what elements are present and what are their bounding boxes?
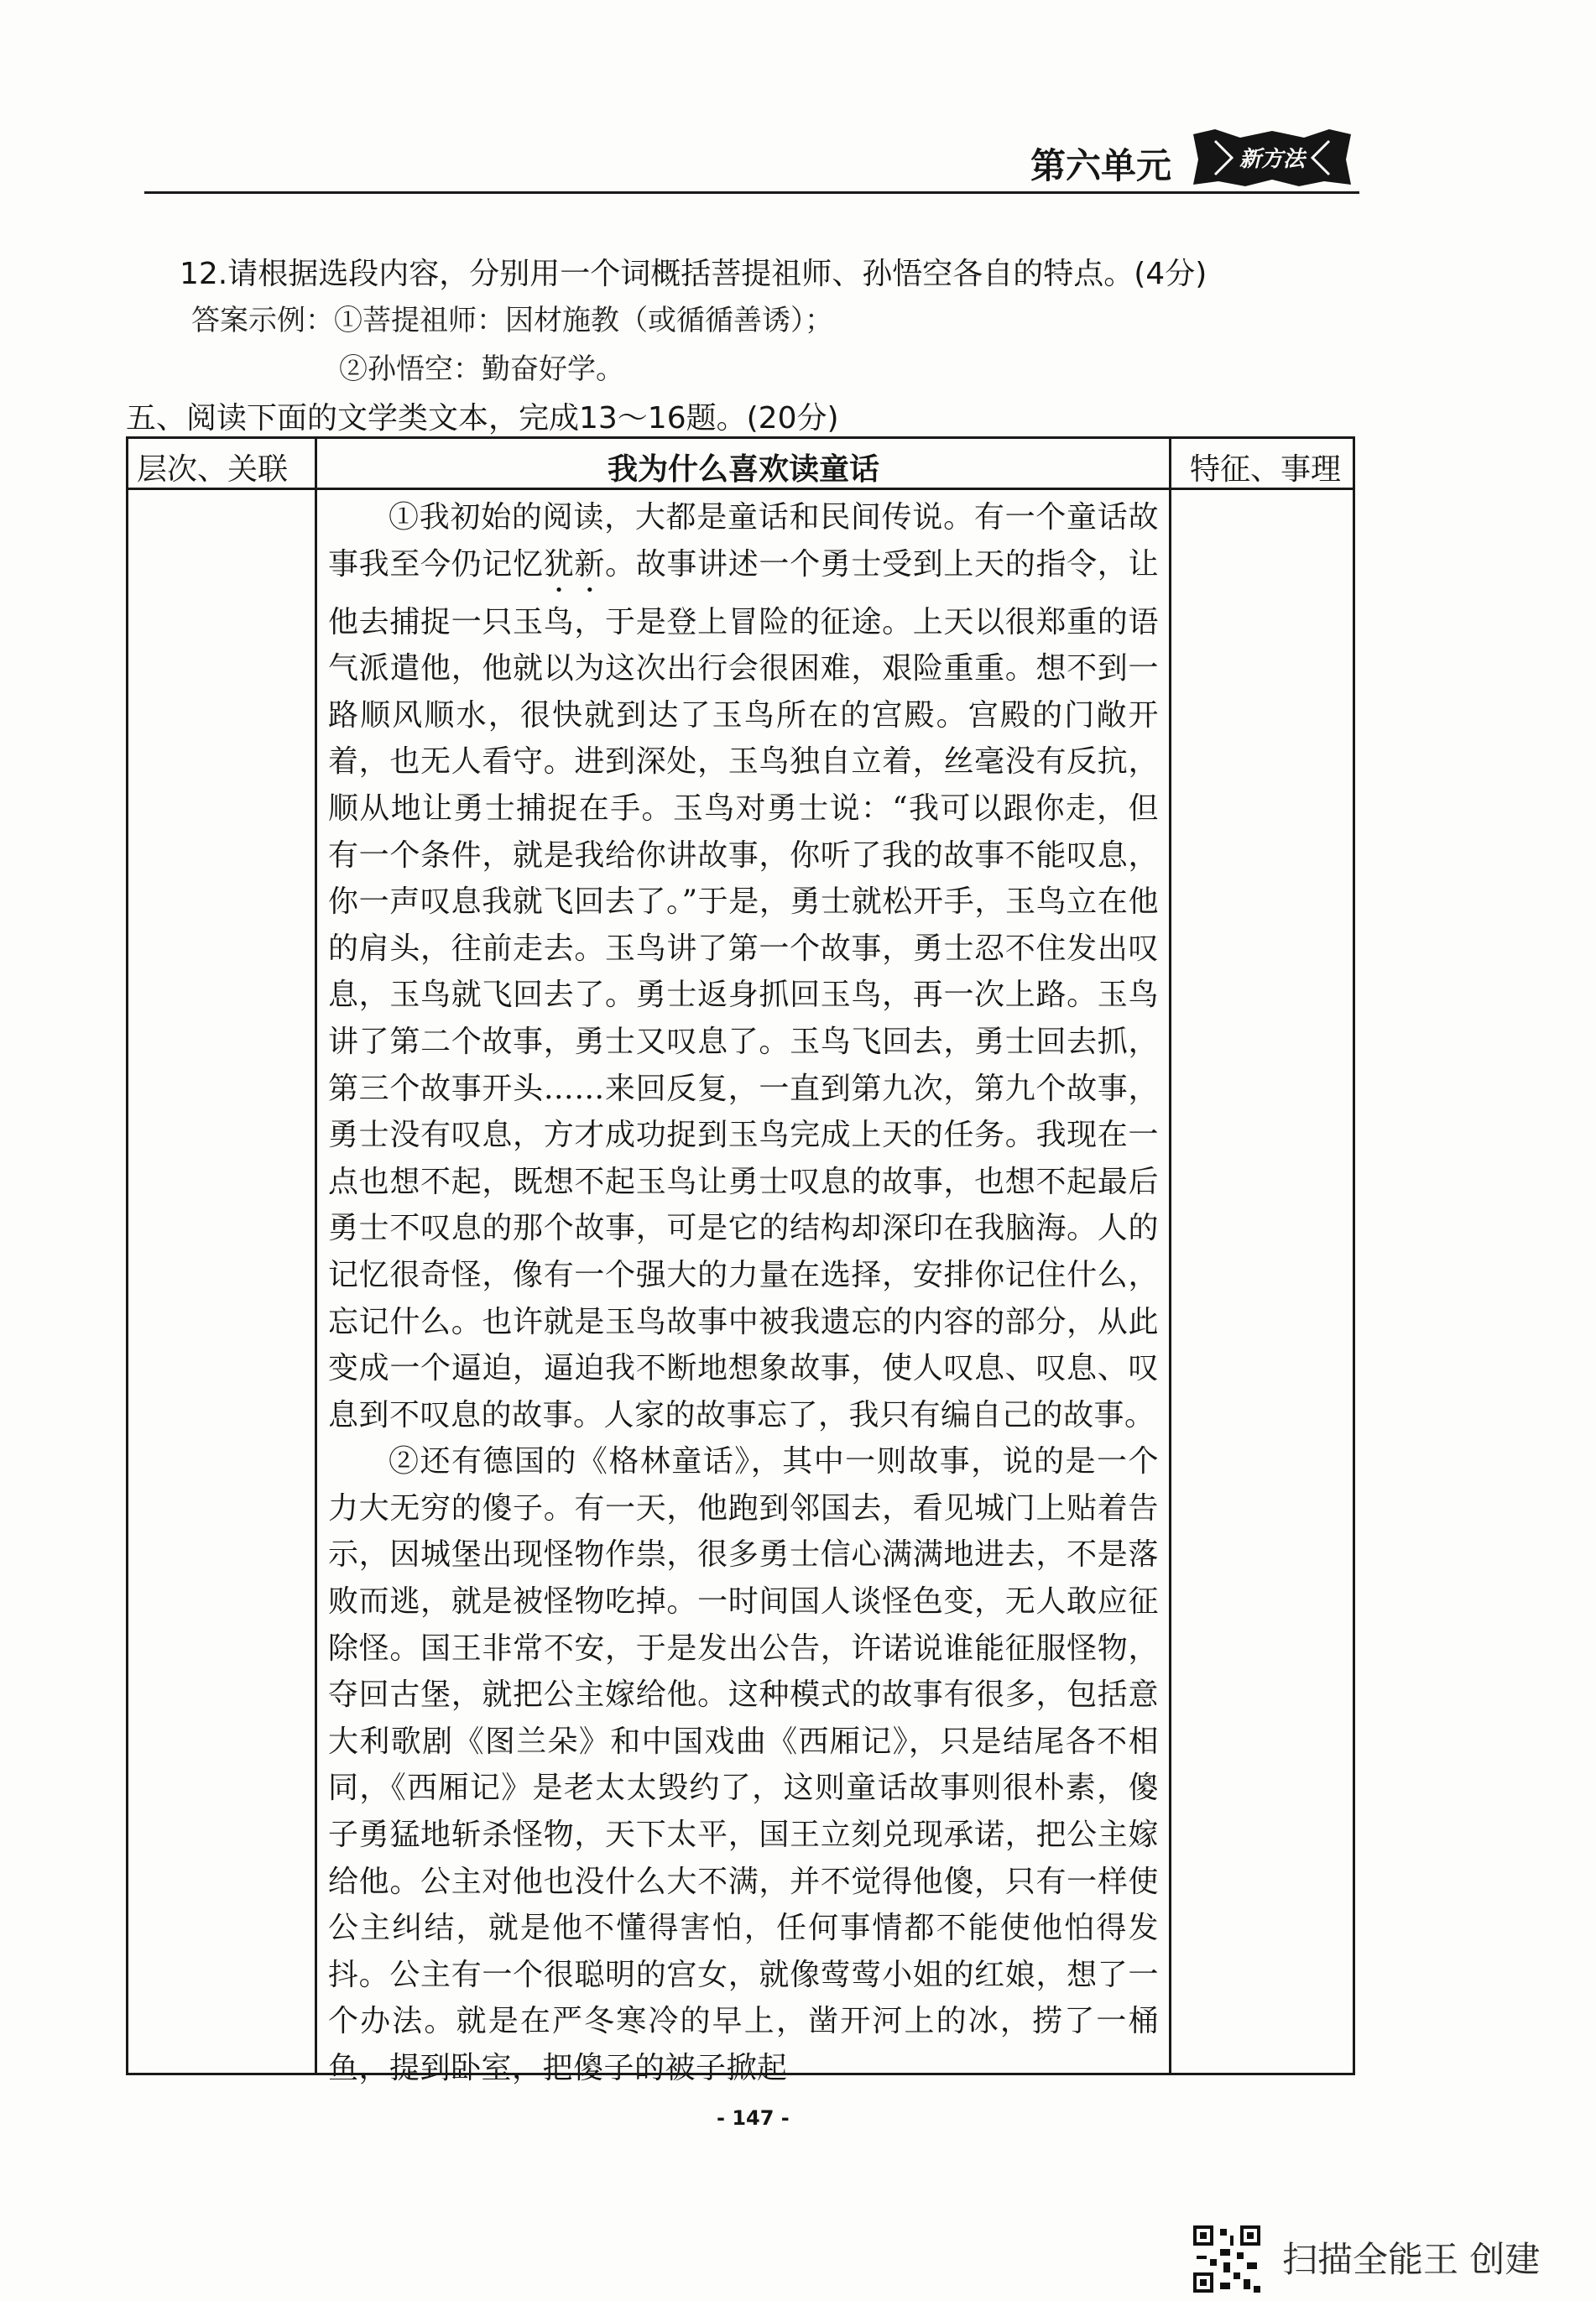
header-rule bbox=[144, 191, 1359, 194]
table-divider-left bbox=[315, 439, 317, 2073]
column-header-structure: 层次、关联 bbox=[137, 452, 289, 487]
scanner-watermark: 扫描全能王 创建 bbox=[1282, 2239, 1541, 2280]
unit-title: 第六单元 bbox=[1030, 145, 1172, 186]
question-12: 12.请根据选段内容，分别用一个词概括菩提祖师、孙悟空各自的特点。(4分) bbox=[180, 257, 1207, 291]
essay-paragraph-2: ②还有德国的《格林童话》，其中一则故事，说的是一个力大无穷的傻子。有一天，他跑到邻国去，看见城门上贴着告示，因城堡出现怪物作祟，很多勇士信心满满地进去，不是落败而逃，就是被怪物吃掉。一时间国人谈怪色变，无人敢应征除怪。国王非常不安，于是发出公告，许诺说谁能征服怪物，夺回古堡，就把公主嫁给他。这种模式的故事有很多，包括意大利歌剧《图兰朵》和中国戏曲《西厢记》，只是结尾各不相同，《西厢记》是老太太毁约了，这则童话故事则很朴素，傻子勇猛地斩杀怪物，天下太平，国王立刻兑现承诺，把公主嫁给他。公主对他也没什么大不满，并不觉得他傻，只有一样使公主纠结，就是他不懂得害怕，任何事情都不能使他怕得发抖。公主有一个很聪明的宫女，就像莺莺小姐的红娘，想了一个办法。就是在严冬寒冷的早上，凿开河上的冰，捞了一桶鱼，提到卧室，把傻子的被子掀起 bbox=[328, 1444, 1159, 2085]
answer-line-2: ②孙悟空：勤奋好学。 bbox=[339, 352, 624, 386]
essay-body bbox=[328, 494, 1159, 2092]
qr-code-icon bbox=[1190, 2222, 1264, 2296]
emphasized-word: 犹新 bbox=[543, 546, 606, 582]
column-header-features: 特征、事理 bbox=[1189, 452, 1341, 487]
answer-line-1: 答案示例：①菩提祖师：因材施教（或循循善诱）； bbox=[191, 304, 833, 337]
page-number: - 147 - bbox=[717, 2106, 790, 2130]
table-divider-right bbox=[1169, 439, 1171, 2073]
reading-table bbox=[126, 436, 1355, 2085]
section-5-title: 五、阅读下面的文学类文本，完成13～16题。(20分) bbox=[126, 401, 839, 436]
essay-title: 我为什么喜欢读童话 bbox=[607, 452, 879, 487]
publisher-logo bbox=[1190, 126, 1354, 190]
logo-text: 新方法 bbox=[1239, 147, 1306, 172]
essay-paragraph-1: ①我初始的阅读，大都是童话和民间传说。有一个童话故事我至今仍记忆犹新。故事讲述一个勇士受到上天的指令，让他去捕捉一只玉鸟，于是登上冒险的征途。上天以很郑重的语气派遣他，他就以为这次出行会很困难，艰险重重。想不到一路顺风顺水，很快就到达了玉鸟所在的宫殿。宫殿的门敞开着，也无人看守。进到深处，玉鸟独自立着，丝毫没有反抗，顺从地让勇士捕捉在手。玉鸟对勇士说：“我可以跟你走，但有一个条件，就是我给你讲故事，你听了我的故事不能叹息，你一声叹息我就飞回去了。”于是，勇士就松开手，玉鸟立在他的肩头，往前走去。玉鸟讲了第一个故事，勇士忍不住发出叹息，玉鸟就飞回去了。勇士返身抓回玉鸟，再一次上路。玉鸟讲了第二个故事，勇士又叹息了。玉鸟飞回去，勇士回去抓，第三个故事开头……来回反复，一直到第九次，第九个故事，勇士没有叹息，方才成功捉到玉鸟完成上天的任务。我现在一点也想不起，既想不起玉鸟让勇士叹息的故事，也想不起最后勇士不叹息的那个故事，可是它的结构却深印在我脑海。人的记忆很奇怪，像有一个强大的力量在选择，安排你记住什么，忘记什么。也许就是玉鸟故事中被我遗忘的内容的部分，从此变成一个逼迫，逼迫我不断地想象故事，使人叹息、叹息、叹息到不叹息的故事。人家的故事忘了，我只有编自己的故事。 bbox=[328, 500, 1159, 1432]
